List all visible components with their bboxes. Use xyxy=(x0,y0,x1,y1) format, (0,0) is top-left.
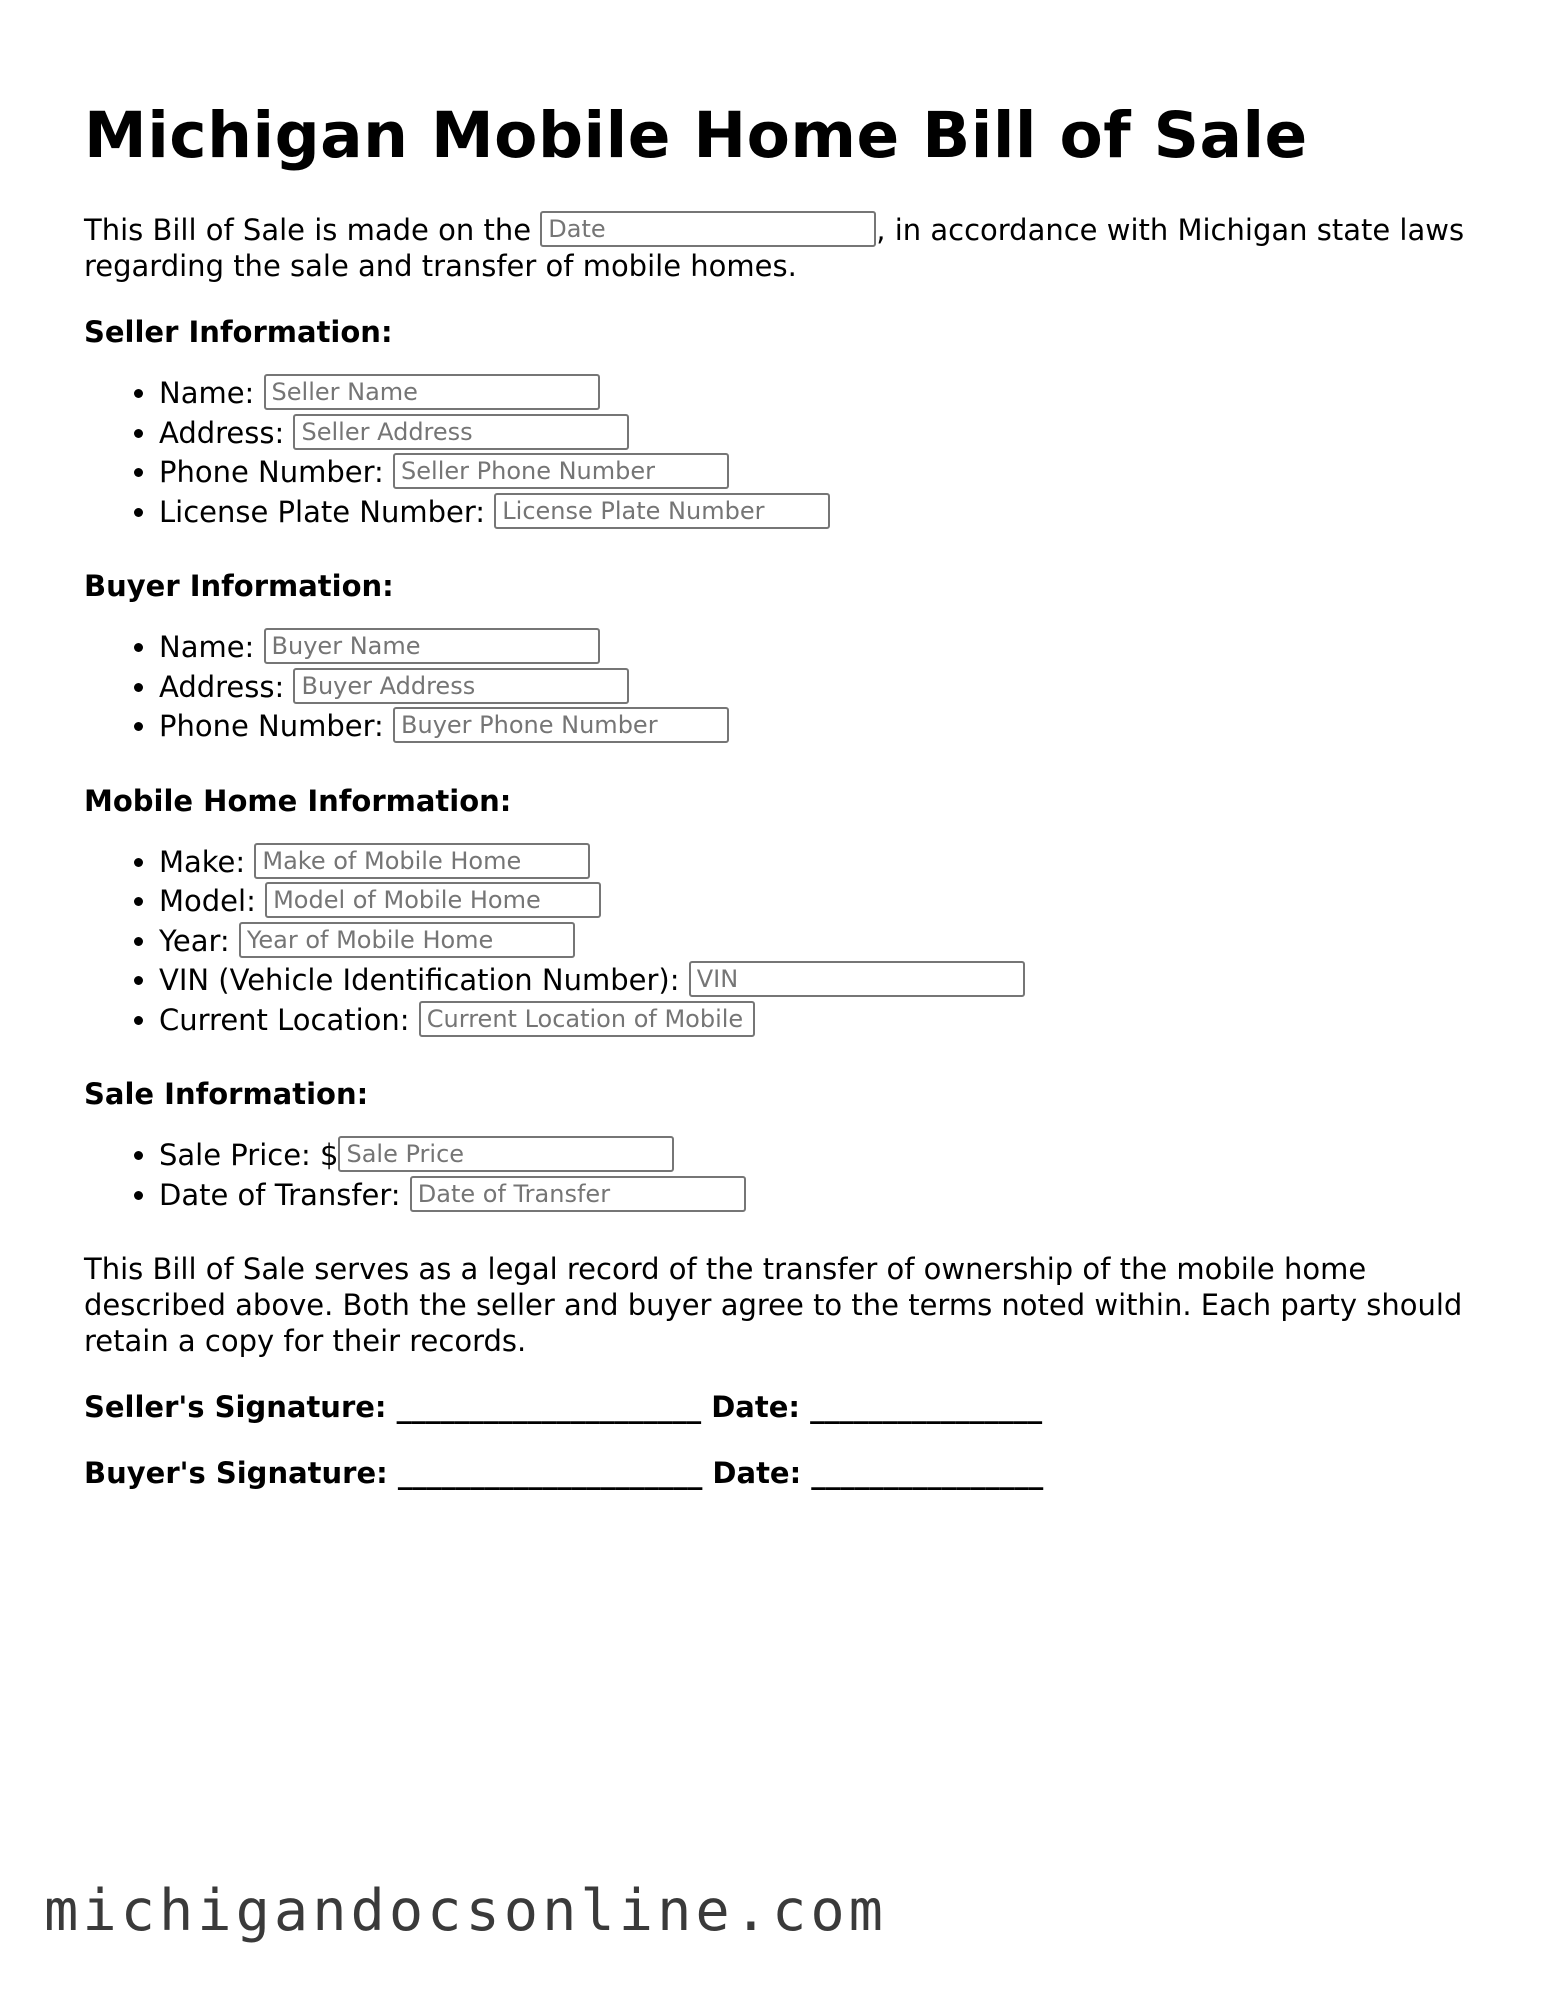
license-plate-input[interactable] xyxy=(494,493,830,529)
buyer-phone-label: Phone Number: xyxy=(159,709,384,744)
year-label: Year: xyxy=(159,923,230,958)
list-item xyxy=(159,961,1484,1001)
home-field-list xyxy=(84,843,1484,1041)
buyer-name-label: Name: xyxy=(159,630,255,665)
transfer-date-label: Date of Transfer: xyxy=(159,1177,401,1212)
model-label: Model: xyxy=(159,884,256,919)
home-section-heading: Mobile Home Information: xyxy=(84,783,512,818)
seller-name-label: Name: xyxy=(159,376,255,411)
seller-address-label: Address: xyxy=(159,415,285,450)
model-input[interactable] xyxy=(265,882,601,918)
buyer-section-heading: Buyer Information: xyxy=(84,569,394,604)
seller-name-input[interactable] xyxy=(264,374,600,410)
year-input[interactable] xyxy=(239,922,575,958)
document xyxy=(84,100,1484,1521)
vin-label: VIN (Vehicle Identification Number): xyxy=(159,963,680,998)
make-input[interactable] xyxy=(254,843,590,879)
list-item xyxy=(159,374,1484,414)
intro-text-before: This Bill of Sale is made on the xyxy=(84,213,541,248)
list-item xyxy=(159,922,1484,962)
list-item xyxy=(159,707,1484,747)
seller-field-list xyxy=(84,374,1484,532)
vin-input[interactable] xyxy=(689,961,1025,997)
date-input[interactable] xyxy=(540,211,876,247)
list-item xyxy=(159,493,1484,533)
current-location-input[interactable] xyxy=(419,1001,755,1037)
list-item xyxy=(159,453,1484,493)
buyer-address-label: Address: xyxy=(159,669,285,704)
buyer-name-input[interactable] xyxy=(264,628,600,664)
seller-signature-line: Seller's Signature: _____________________ Date: ________________ xyxy=(84,1390,1043,1425)
intro-text-after: , in accordance with Michigan state laws regarding the sale and transfer of mobile homes. xyxy=(84,213,1465,284)
transfer-date-input[interactable] xyxy=(410,1176,746,1212)
list-item xyxy=(159,1001,1484,1041)
buyer-address-input[interactable] xyxy=(293,668,629,704)
buyer-signature-line: Buyer's Signature: _____________________ Date: ________________ xyxy=(84,1456,1044,1491)
intro-paragraph xyxy=(84,212,1484,284)
sale-section-heading: Sale Information: xyxy=(84,1077,369,1112)
seller-phone-input[interactable] xyxy=(393,453,729,489)
list-item xyxy=(159,843,1484,883)
page-title: Michigan Mobile Home Bill of Sale xyxy=(84,99,1308,172)
buyer-phone-input[interactable] xyxy=(393,707,729,743)
seller-phone-label: Phone Number: xyxy=(159,455,384,490)
list-item xyxy=(159,668,1484,708)
seller-address-input[interactable] xyxy=(293,414,629,450)
current-location-label: Current Location: xyxy=(159,1002,410,1037)
list-item xyxy=(159,414,1484,454)
list-item xyxy=(159,628,1484,668)
sale-field-list xyxy=(84,1136,1484,1215)
list-item xyxy=(159,882,1484,922)
list-item xyxy=(159,1136,1484,1176)
sale-price-input[interactable] xyxy=(338,1136,674,1172)
license-plate-label: License Plate Number: xyxy=(159,494,486,529)
watermark-text: michigandocsonline.com xyxy=(44,1878,887,1944)
make-label: Make: xyxy=(159,844,246,879)
list-item xyxy=(159,1176,1484,1216)
sale-price-label: Sale Price: $ xyxy=(159,1138,339,1173)
buyer-field-list xyxy=(84,628,1484,747)
seller-section-heading: Seller Information: xyxy=(84,315,393,350)
closing-paragraph: This Bill of Sale serves as a legal record of the transfer of ownership of the mobile home described above. Both the seller and buyer agree to the terms noted within. Each party should retain a copy for their records. xyxy=(84,1252,1463,1359)
